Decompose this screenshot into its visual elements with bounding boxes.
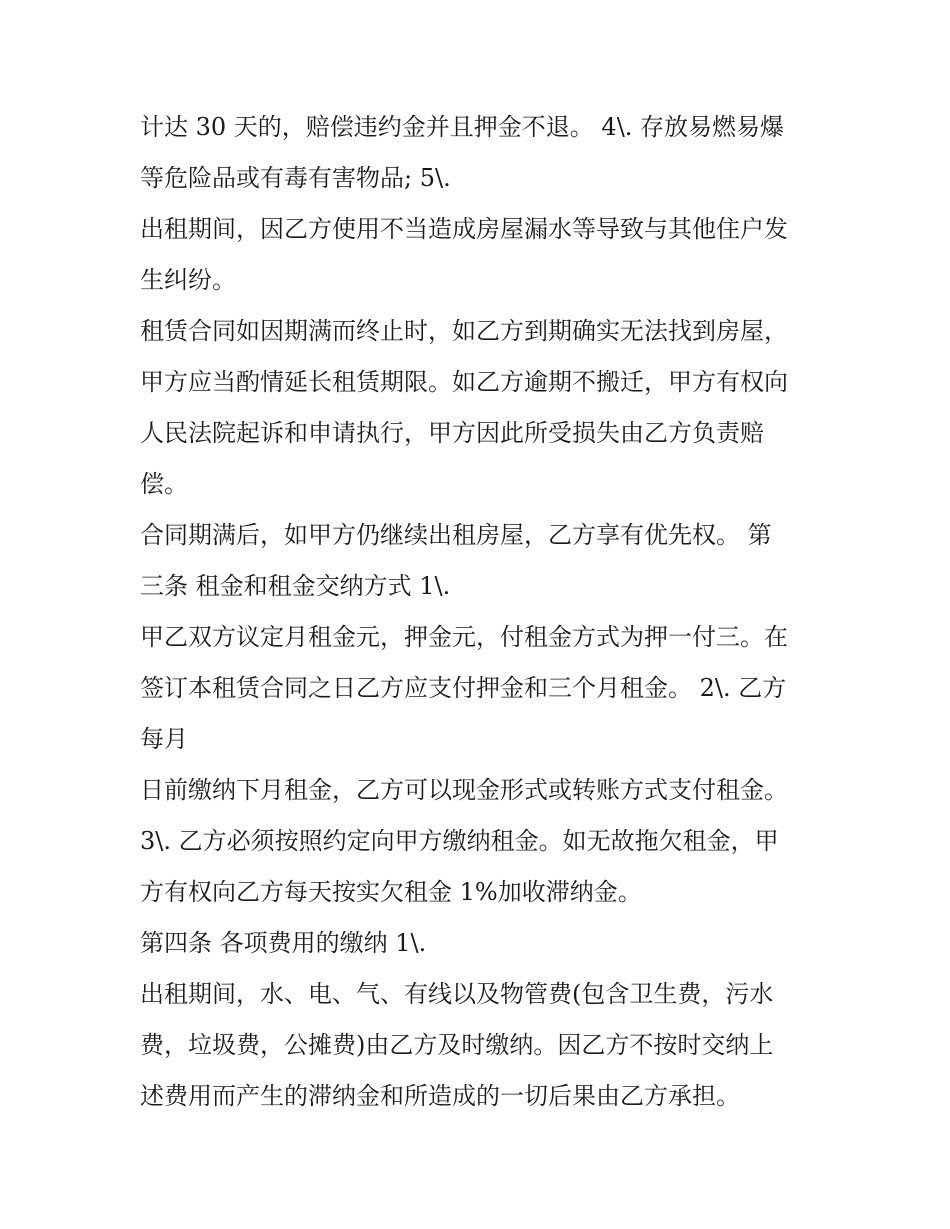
text-line: 出租期间，水、电、气、有线以及物管费(包含卫生费，污水 [140, 980, 774, 1008]
text-line: 计达 30 天的，赔偿违约金并且押金不退。 4\. 存放易燃易爆 [140, 113, 785, 141]
text-line: 甲方应当酌情延长租赁期限。如乙方逾期不搬迁，甲方有权向 [140, 368, 788, 396]
text-line: 日前缴纳下月租金，乙方可以现金形式或转账方式支付租金。 [140, 776, 788, 804]
text-line: 出租期间，因乙方使用不当造成房屋漏水等导致与其他住户发 [140, 215, 788, 243]
text-line: 第四条 各项费用的缴纳 1\. [140, 929, 427, 957]
text-line: 生纠纷。 [140, 266, 236, 294]
text-line: 方有权向乙方每天按实欠租金 1%加收滞纳金。 [140, 878, 642, 906]
text-line: 等危险品或有毒有害物品; 5\. [140, 164, 451, 192]
text-line: 3\. 乙方必须按照约定向甲方缴纳租金。如无故拖欠租金，甲 [140, 827, 779, 855]
text-line: 费，垃圾费，公摊费)由乙方及时缴纳。因乙方不按时交纳上 [140, 1031, 774, 1059]
text-line: 甲乙双方议定月租金元，押金元，付租金方式为押一付三。在 [140, 623, 788, 651]
text-line: 述费用而产生的滞纳金和所造成的一切后果由乙方承担。 [140, 1082, 740, 1110]
text-line: 人民法院起诉和申请执行，甲方因此所受损失由乙方负责赔 [140, 419, 764, 447]
text-line: 每月 [140, 725, 188, 753]
text-line: 签订本租赁合同之日乙方应支付押金和三个月租金。 2\. 乙方 [140, 674, 787, 702]
body-text [140, 102, 820, 1122]
text-line: 合同期满后，如甲方仍继续出租房屋，乙方享有优先权。 第 [140, 521, 772, 549]
text-line: 租赁合同如因期满而终止时，如乙方到期确实无法找到房屋， [140, 317, 788, 345]
text-line: 三条 租金和租金交纳方式 1\. [140, 572, 451, 600]
text-line: 偿。 [140, 470, 188, 498]
